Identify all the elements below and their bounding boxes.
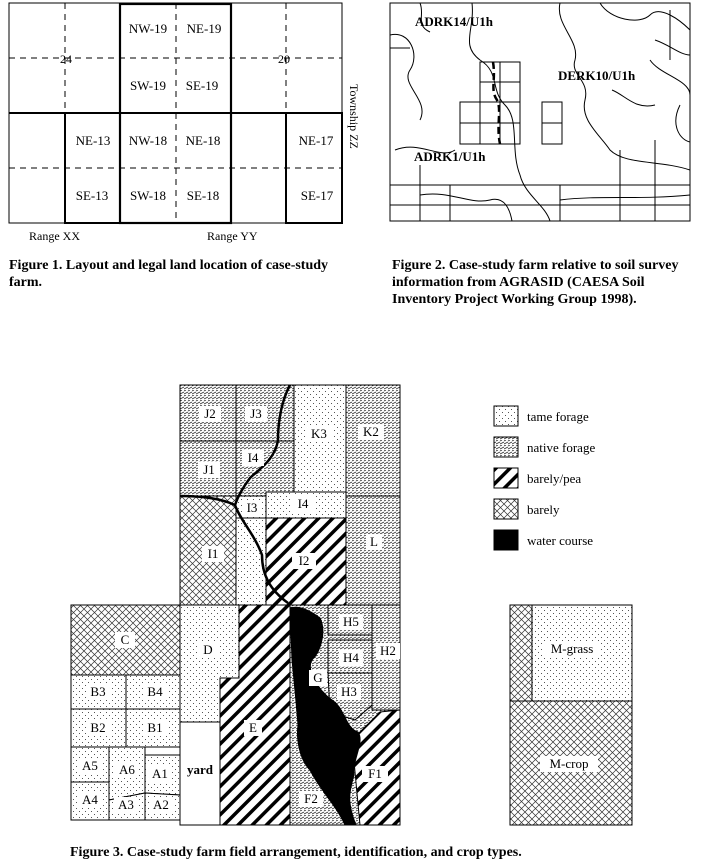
svg-text:B1: B1 — [147, 720, 163, 735]
svg-text:F2: F2 — [304, 791, 318, 806]
figure3-caption: Figure 3. Case-study farm field arrangement, identification, and crop types. — [70, 845, 522, 860]
svg-text:B3: B3 — [90, 684, 106, 699]
svg-text:G: G — [313, 670, 323, 685]
fig1-label-sw19: SW-19 — [129, 78, 167, 93]
label-b2 — [86, 720, 110, 736]
label-f1 — [362, 766, 388, 782]
fig1-range-yy: Range YY — [207, 229, 258, 243]
figure2-soil-map — [390, 3, 690, 221]
fig1-label-se18: SE-18 — [186, 188, 220, 203]
figure2-caption: Figure 2. Case-study farm relative to soil survey information from AGRASID (CAESA Soil Inventory Project Working Group 1998). — [392, 258, 679, 307]
fig1-label-nw19: NW-19 — [128, 21, 168, 36]
label-g — [309, 670, 327, 686]
svg-text:J1: J1 — [203, 462, 215, 477]
label-c — [115, 632, 135, 648]
svg-text:C: C — [120, 632, 130, 647]
fig1-label-se19: SE-19 — [185, 78, 219, 93]
label-i4a — [242, 450, 264, 466]
legend-swatch-native-forage — [494, 437, 518, 457]
fig1-label-se17: SE-17 — [300, 188, 334, 203]
legend-swatch-barley-pea — [494, 468, 518, 488]
fig1-section-24: 24 — [60, 52, 72, 66]
field-mgrass-strip — [510, 605, 532, 701]
label-j1 — [198, 462, 220, 478]
fig1-range-xx: Range XX — [29, 229, 80, 243]
svg-text:I4: I4 — [297, 496, 309, 511]
svg-text:B2: B2 — [90, 720, 106, 735]
fig1-label-ne17: NE-17 — [298, 133, 334, 148]
legend-label-tame-forage: tame forage — [527, 409, 589, 424]
svg-text:H4: H4 — [343, 650, 359, 665]
label-k2 — [358, 424, 384, 440]
svg-text:A2: A2 — [153, 797, 169, 812]
svg-text:K2: K2 — [363, 424, 379, 439]
label-h3 — [337, 684, 361, 700]
svg-text:I4: I4 — [247, 450, 259, 465]
label-a6 — [115, 762, 139, 778]
legend-label-water-course: water course — [527, 533, 594, 548]
fig1-label-sw18: SW-18 — [129, 188, 167, 203]
label-mgrass — [543, 641, 601, 657]
legend-swatch-water-course — [494, 530, 518, 550]
svg-text:I2: I2 — [298, 553, 310, 568]
fig1-township-label: Township ZZ — [347, 84, 361, 149]
svg-text:A4: A4 — [82, 792, 98, 807]
svg-text:A5: A5 — [82, 758, 98, 773]
label-l — [366, 534, 382, 550]
svg-text:M-grass: M-grass — [550, 641, 594, 656]
label-h5 — [339, 614, 363, 630]
svg-text:yard: yard — [187, 762, 213, 777]
legend-label-native-forage: native forage — [527, 440, 596, 455]
label-h2 — [376, 643, 400, 659]
svg-text:L: L — [370, 534, 378, 549]
fig2-label-adrk1: ADRK1/U1h — [414, 149, 486, 164]
fig1-label-ne18: NE-18 — [185, 133, 221, 148]
fig2-label-derk10: DERK10/U1h — [558, 68, 636, 83]
figure3-legend — [494, 406, 595, 550]
label-e — [244, 720, 262, 736]
legend-swatch-tame-forage — [494, 406, 518, 426]
svg-text:J3: J3 — [250, 406, 262, 421]
svg-text:I3: I3 — [246, 500, 258, 515]
svg-text:D: D — [203, 642, 213, 657]
svg-text:A6: A6 — [119, 762, 135, 777]
svg-text:H2: H2 — [380, 643, 396, 658]
label-f2 — [299, 791, 323, 807]
field-l — [346, 496, 400, 605]
svg-text:A3: A3 — [118, 797, 134, 812]
label-i1 — [202, 546, 224, 562]
label-a4 — [78, 792, 102, 808]
svg-text:F1: F1 — [368, 766, 382, 781]
field-k2 — [346, 385, 400, 496]
label-b4 — [143, 684, 167, 700]
figure1-layout-map — [9, 3, 361, 243]
label-j2 — [199, 406, 221, 422]
svg-text:M-crop: M-crop — [549, 756, 589, 771]
svg-text:I1: I1 — [207, 546, 219, 561]
figure1-caption: Figure 1. Layout and legal land location of case-study farm. — [9, 258, 329, 290]
label-a3 — [114, 797, 138, 813]
svg-text:K3: K3 — [311, 426, 327, 441]
label-mcrop — [540, 756, 598, 772]
label-i3 — [242, 500, 262, 515]
svg-text:E: E — [249, 720, 257, 735]
legend-swatch-barley — [494, 499, 518, 519]
legend-label-barley-pea: barely/pea — [527, 471, 582, 486]
svg-text:H5: H5 — [343, 614, 359, 629]
label-yard — [182, 762, 218, 778]
label-a2 — [149, 797, 173, 813]
label-h4 — [339, 650, 363, 666]
label-k3 — [306, 426, 332, 442]
label-i4b — [292, 496, 314, 512]
fig1-label-se13: SE-13 — [75, 188, 109, 203]
label-i2 — [292, 553, 316, 569]
legend-label-barley: barely — [527, 502, 560, 517]
svg-text:A1: A1 — [152, 766, 168, 781]
fig1-label-ne13: NE-13 — [75, 133, 111, 148]
fig2-label-adrk14: ADRK14/U1h — [415, 14, 494, 29]
label-j3 — [245, 406, 267, 422]
fig1-label-nw18: NW-18 — [128, 133, 168, 148]
svg-text:B4: B4 — [147, 684, 163, 699]
label-d — [198, 642, 218, 658]
fig1-section-20: 20 — [278, 52, 290, 66]
label-b3 — [86, 684, 110, 700]
label-a5 — [78, 758, 102, 774]
label-a1 — [148, 766, 172, 782]
svg-text:H3: H3 — [341, 684, 357, 699]
fig1-label-ne19: NE-19 — [186, 21, 222, 36]
label-b1 — [143, 720, 167, 736]
svg-text:J2: J2 — [204, 406, 216, 421]
